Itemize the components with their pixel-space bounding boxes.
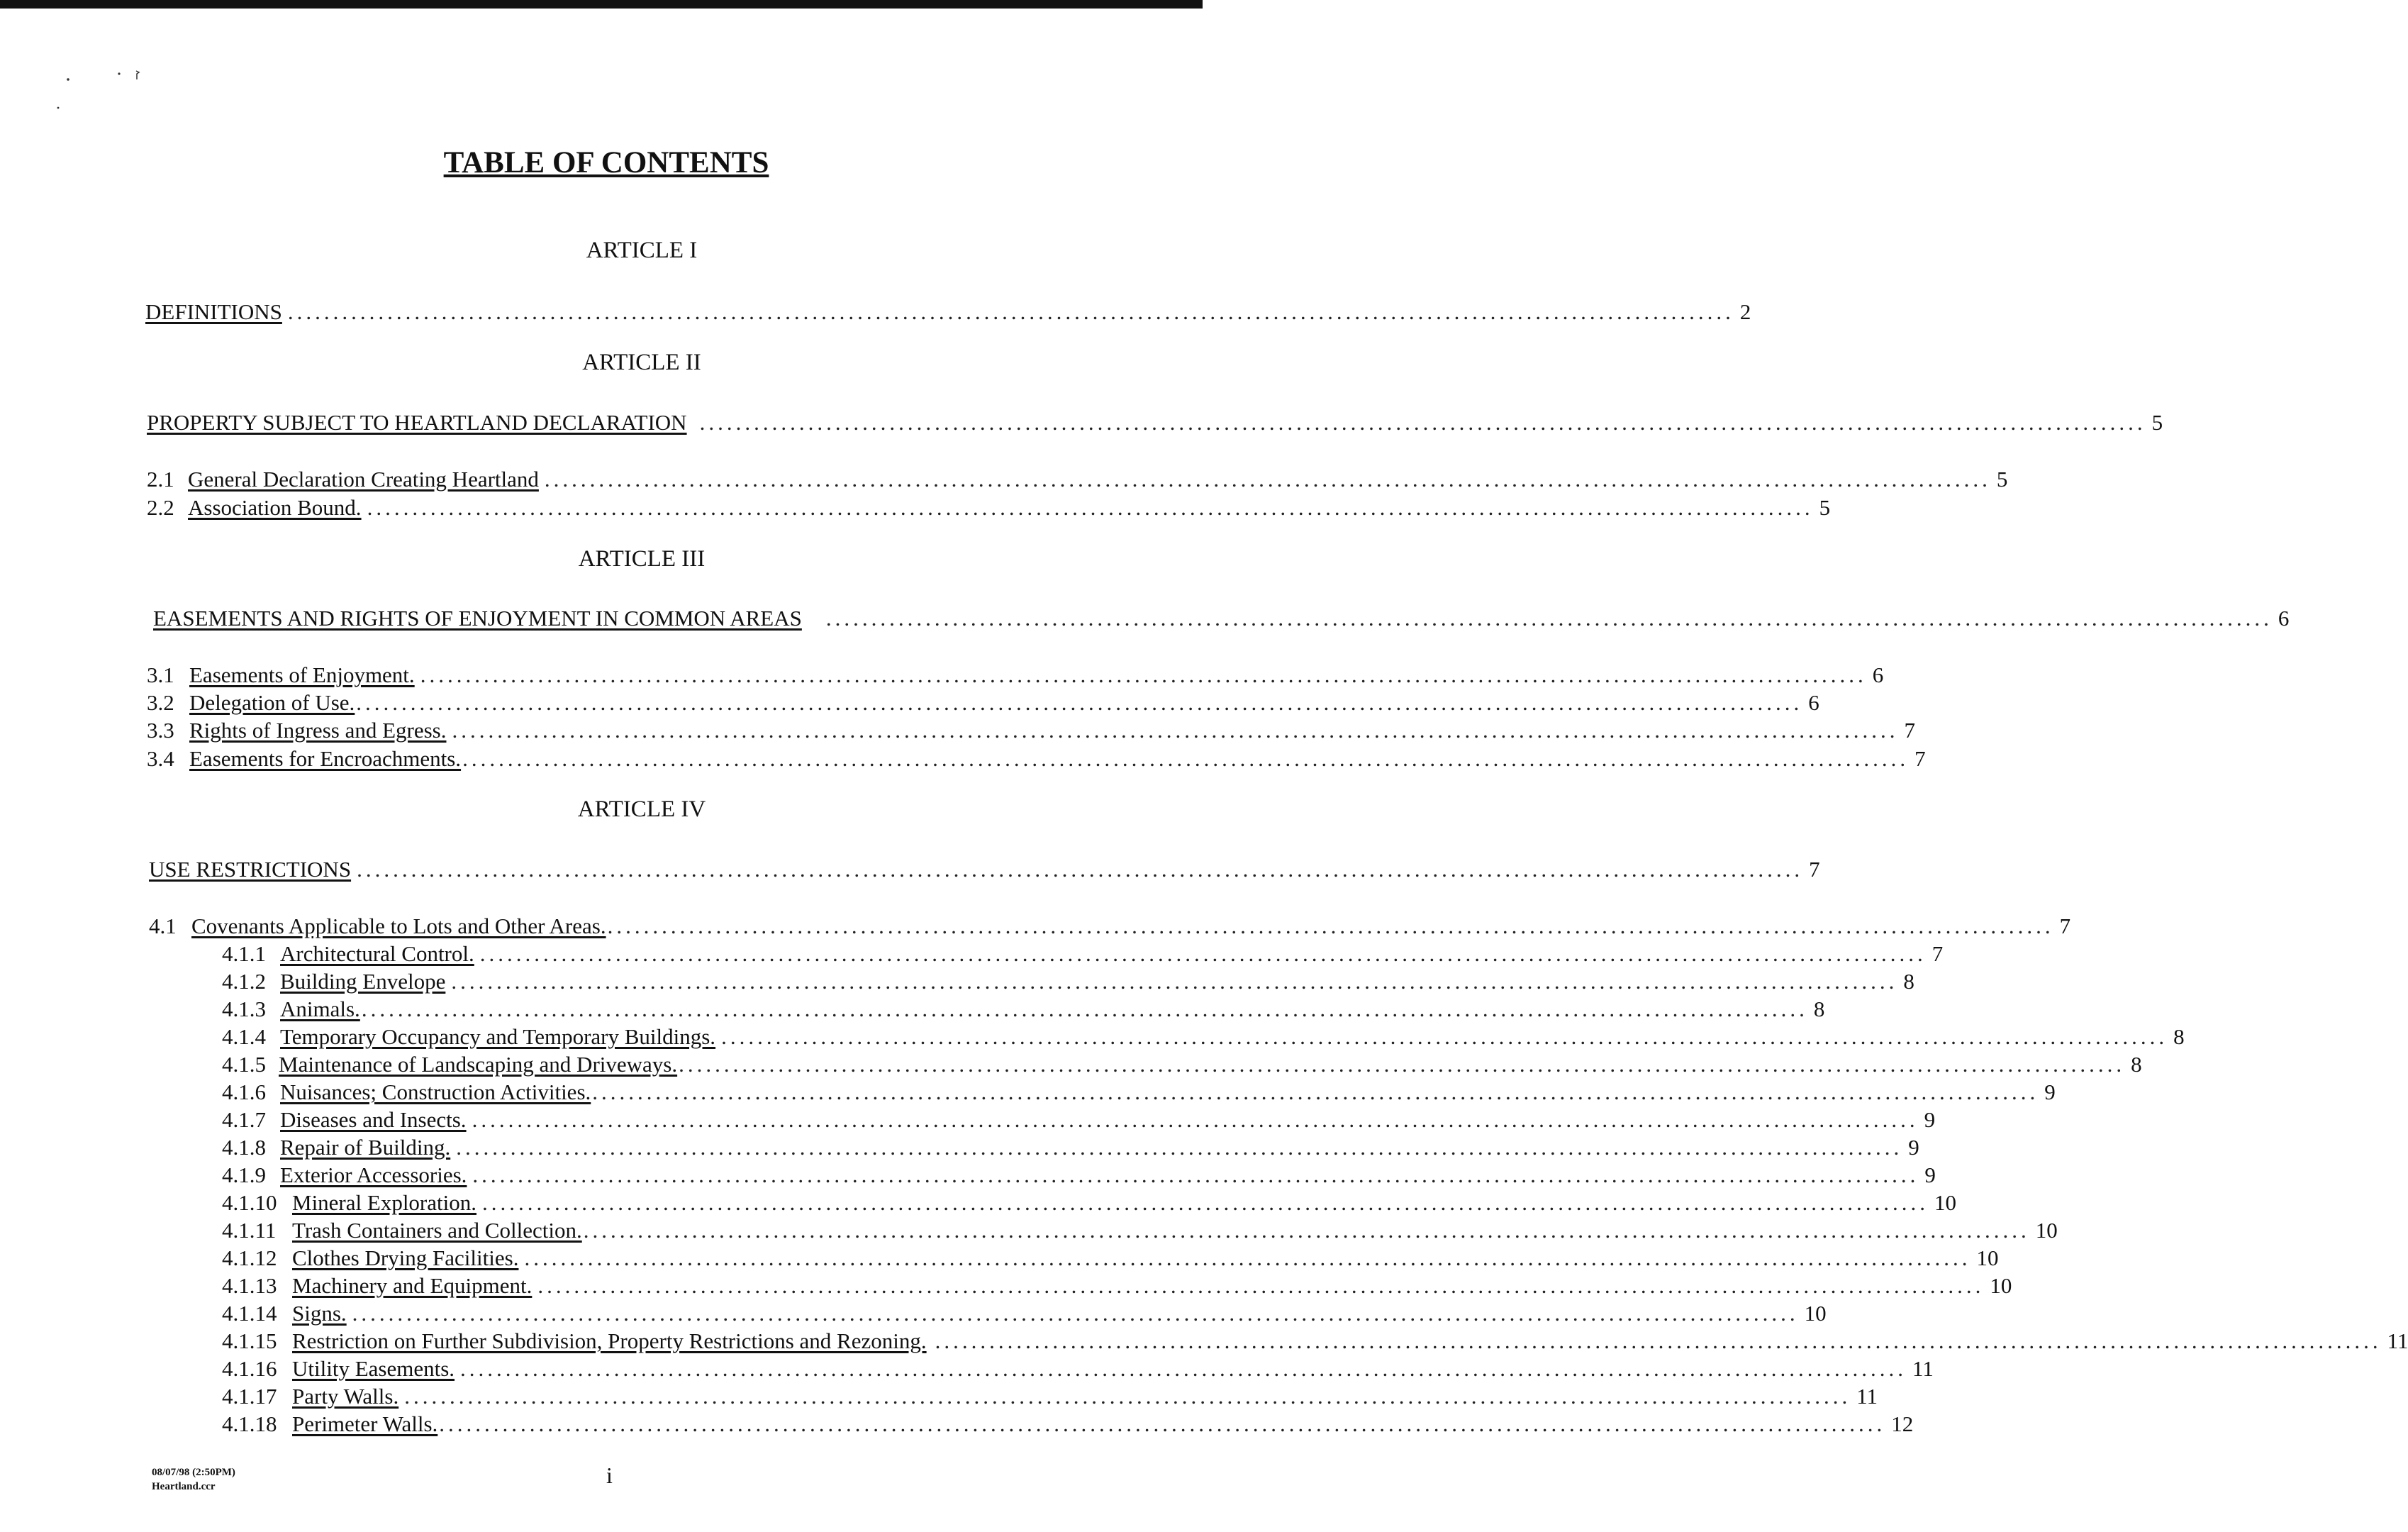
toc-entry[interactable] [222, 1106, 1936, 1134]
toc-page-number: 10 [1990, 1273, 2012, 1298]
footer-filename: Heartland.ccr [152, 1481, 216, 1492]
toc-entry-text: Easements for Encroachments. [189, 746, 462, 771]
toc-entry[interactable] [222, 967, 1914, 996]
dot-leader: ................................................................................................................................................................ [356, 690, 1803, 715]
toc-page-number: 10 [1804, 1301, 1827, 1326]
toc-entry[interactable] [222, 1133, 1919, 1162]
dot-leader: ................................................................................................................................................................ [460, 1356, 1907, 1381]
toc-page-number: 5 [1996, 467, 2008, 492]
toc-entry-number: 4.1.11 [222, 1218, 277, 1243]
toc-page-number: 12 [1891, 1411, 1914, 1436]
dot-leader: ................................................................................................................................................................ [544, 467, 1991, 492]
toc-entry-number: 4.1.15 [222, 1328, 277, 1353]
toc-entry[interactable] [222, 940, 1944, 968]
toc-entry-text: Animals. [280, 997, 360, 1021]
dot-leader: ................................................................................................................................................................ [699, 410, 2146, 435]
toc-entry-text: Perimeter Walls. [292, 1411, 438, 1436]
toc-entry-text: Delegation of Use. [189, 690, 355, 715]
toc-entry-number: 4.1.10 [222, 1190, 277, 1215]
toc-heading-text: USE RESTRICTIONS [149, 857, 352, 882]
toc-entry[interactable] [222, 1023, 2185, 1051]
toc-page-number: 8 [2131, 1052, 2142, 1077]
toc-entry-text: Restriction on Further Subdivision, Property Restrictions and Rezoning. [292, 1328, 927, 1353]
toc-entry-number: 4.1.16 [222, 1356, 277, 1381]
toc-entry-number: 4.1.1 [222, 941, 266, 966]
dot-leader: ................................................................................................................................................................ [607, 914, 2054, 938]
dot-leader: ................................................................................................................................................................ [456, 1135, 1903, 1160]
toc-entry[interactable] [222, 1244, 1999, 1272]
toc-entry-text: Clothes Drying Facilities. [292, 1245, 519, 1270]
toc-entry[interactable] [147, 661, 1884, 689]
toc-entry[interactable] [222, 1161, 1936, 1189]
dot-leader: ................................................................................................................................................................ [352, 1301, 1799, 1326]
dot-leader: ................................................................................................................................................................ [537, 1273, 1985, 1298]
dot-leader: ................................................................................................................................................................ [721, 1024, 2168, 1049]
toc-heading-text: EASEMENTS AND RIGHTS OF ENJOYMENT IN COMMON AREAS [153, 606, 802, 631]
toc-entry[interactable] [147, 494, 1831, 522]
toc-entry-text: Covenants Applicable to Lots and Other Areas. [191, 914, 606, 938]
toc-entry-number: 4.1.8 [222, 1135, 266, 1160]
toc-heading-text: PROPERTY SUBJECT TO HEARTLAND DECLARATION [147, 410, 687, 435]
toc-entry-text: Signs. [292, 1301, 347, 1326]
scan-specks [50, 64, 149, 113]
article-3-heading[interactable] [153, 604, 2290, 633]
toc-page-number: 9 [1908, 1135, 1919, 1160]
toc-entry[interactable] [222, 1410, 1914, 1438]
toc-page-number: 8 [1903, 969, 1914, 994]
toc-entry-number: 4.1.5 [222, 1052, 266, 1077]
dot-leader: ................................................................................................................................................................ [287, 299, 1734, 324]
dot-leader: ................................................................................................................................................................ [592, 1079, 2039, 1104]
page-title: TABLE OF CONTENTS [443, 146, 769, 179]
article-1-heading[interactable] [145, 298, 1751, 326]
toc-page-number: 11 [1912, 1356, 1934, 1381]
toc-page-number: 10 [1976, 1245, 1999, 1270]
dot-leader: ................................................................................................................................................................ [583, 1218, 2030, 1243]
toc-entry-text: Rights of Ingress and Egress. [189, 718, 447, 743]
dot-leader: ................................................................................................................................................................ [357, 857, 1804, 882]
toc-entry-number: 4.1.3 [222, 997, 266, 1021]
toc-entry-number: 3.2 [147, 690, 174, 715]
toc-entry[interactable] [222, 1216, 2058, 1245]
toc-entry-text: Repair of Building. [280, 1135, 451, 1160]
toc-entry-text: Nuisances; Construction Activities. [280, 1079, 591, 1104]
toc-entry[interactable] [222, 1299, 1827, 1328]
toc-page-number: 6 [1808, 690, 1819, 715]
article-1-label: ARTICLE I [586, 238, 698, 263]
toc-page-number: 8 [2173, 1024, 2185, 1049]
toc-page-number: 9 [1924, 1162, 1936, 1187]
article-3-label: ARTICLE III [578, 546, 706, 572]
toc-entry-text: Maintenance of Landscaping and Driveways. [279, 1052, 678, 1077]
toc-entry-number: 4.1.14 [222, 1301, 277, 1326]
toc-entry[interactable] [147, 716, 1915, 745]
toc-entry-text: Easements of Enjoyment. [189, 662, 415, 687]
toc-entry[interactable] [222, 995, 1825, 1023]
footer-stamp [152, 1465, 235, 1494]
dot-leader: ................................................................................................................................................................ [679, 1052, 2126, 1077]
toc-page-number: 11 [2387, 1328, 2408, 1353]
dot-leader: ................................................................................................................................................................ [361, 997, 1808, 1021]
toc-entry[interactable] [222, 1050, 2142, 1079]
toc-entry-text: Diseases and Insects. [280, 1107, 467, 1132]
toc-entry-number: 4.1.2 [222, 969, 266, 994]
article-4-heading[interactable] [149, 855, 1820, 884]
toc-page-number: 7 [1809, 857, 1820, 882]
dot-leader: ................................................................................................................................................................ [452, 718, 1899, 743]
dot-leader: ................................................................................................................................................................ [472, 1107, 1919, 1132]
scan-border [0, 0, 1203, 9]
toc-page-number: 6 [2278, 606, 2290, 631]
toc-entry[interactable] [147, 465, 2008, 494]
toc-entry-number: 3.1 [147, 662, 174, 687]
toc-entry-number: 4.1.17 [222, 1384, 277, 1409]
toc-entry[interactable] [222, 1189, 1956, 1217]
footer-date: 08/07/98 (2:50PM) [152, 1467, 235, 1478]
article-2-heading[interactable] [147, 409, 2163, 437]
toc-entry-number: 4.1.18 [222, 1411, 277, 1436]
toc-page-number: 2 [1739, 299, 1751, 324]
toc-entry-text: Trash Containers and Collection. [292, 1218, 582, 1243]
toc-entry-number: 2.2 [147, 495, 174, 520]
dot-leader: ................................................................................................................................................................ [404, 1384, 1851, 1409]
toc-entry[interactable] [222, 1272, 2012, 1300]
toc-entry[interactable] [222, 1078, 2056, 1106]
toc-entry-text: Architectural Control. [280, 941, 474, 966]
page-number: i [606, 1462, 613, 1488]
toc-page-number: 9 [2044, 1079, 2056, 1104]
toc-entry[interactable] [222, 1382, 1878, 1411]
toc-entry-number: 4.1.6 [222, 1079, 266, 1104]
toc-page-number: 6 [1872, 662, 1884, 687]
dot-leader: ................................................................................................................................................................ [479, 941, 1927, 966]
toc-page-number: 11 [1856, 1384, 1878, 1409]
toc-page-number: 7 [2059, 914, 2071, 938]
toc-entry-text: Temporary Occupancy and Temporary Buildings. [280, 1024, 716, 1049]
dot-leader: ................................................................................................................................................................ [524, 1245, 1971, 1270]
toc-page-number: 5 [2151, 410, 2163, 435]
toc-entry[interactable] [147, 745, 1926, 773]
toc-entry-text: Utility Easements. [292, 1356, 455, 1381]
toc-page-number: 5 [1819, 495, 1831, 520]
toc-entry[interactable] [147, 689, 1819, 717]
toc-entry-number: 3.4 [147, 746, 174, 771]
article-2-label: ARTICLE II [582, 350, 701, 375]
toc-entry-number: 4.1.7 [222, 1107, 266, 1132]
toc-entry-number: 4.1 [149, 914, 177, 938]
toc-page-number: 8 [1813, 997, 1825, 1021]
toc-page-number: 7 [1904, 718, 1915, 743]
toc-entry-number: 3.3 [147, 718, 174, 743]
dot-leader: ................................................................................................................................................................ [420, 662, 1867, 687]
dot-leader: ................................................................................................................................................................ [367, 495, 1814, 520]
toc-entry-text: Machinery and Equipment. [292, 1273, 533, 1298]
dot-leader: ................................................................................................................................................................ [472, 1162, 1919, 1187]
dot-leader: ................................................................................................................................................................ [825, 606, 2273, 631]
dot-leader: ................................................................................................................................................................ [451, 969, 1898, 994]
article-4-label: ARTICLE IV [577, 796, 706, 822]
toc-entry[interactable] [222, 1327, 2408, 1355]
toc-entry-text: Association Bound. [188, 495, 362, 520]
toc-entry[interactable] [222, 1355, 1934, 1383]
toc-entry-text: General Declaration Creating Heartland [188, 467, 539, 492]
toc-page-number: 10 [2035, 1218, 2058, 1243]
toc-entry-number: 4.1.4 [222, 1024, 266, 1049]
dot-leader: ................................................................................................................................................................ [482, 1190, 1929, 1215]
toc-heading-text: DEFINITIONS [145, 299, 282, 324]
dot-leader: ................................................................................................................................................................ [439, 1411, 1886, 1436]
toc-entry-number: 4.1.13 [222, 1273, 277, 1298]
toc-entry-text: Exterior Accessories. [280, 1162, 467, 1187]
dot-leader: ................................................................................................................................................................ [462, 746, 1910, 771]
toc-entry-text: Building Envelope [280, 969, 446, 994]
toc-page-number: 7 [1914, 746, 1926, 771]
toc-entry-text: Mineral Exploration. [292, 1190, 476, 1215]
toc-page-number: 10 [1934, 1190, 1956, 1215]
dot-leader: ................................................................................................................................................................ [935, 1328, 2382, 1353]
toc-entry-number: 4.1.12 [222, 1245, 277, 1270]
toc-entry-number: 2.1 [147, 467, 174, 492]
toc-entry[interactable] [149, 912, 2071, 940]
toc-page-number: 9 [1924, 1107, 1936, 1132]
toc-entry-number: 4.1.9 [222, 1162, 266, 1187]
toc-entry-text: Party Walls. [292, 1384, 399, 1409]
toc-page-number: 7 [1932, 941, 1944, 966]
